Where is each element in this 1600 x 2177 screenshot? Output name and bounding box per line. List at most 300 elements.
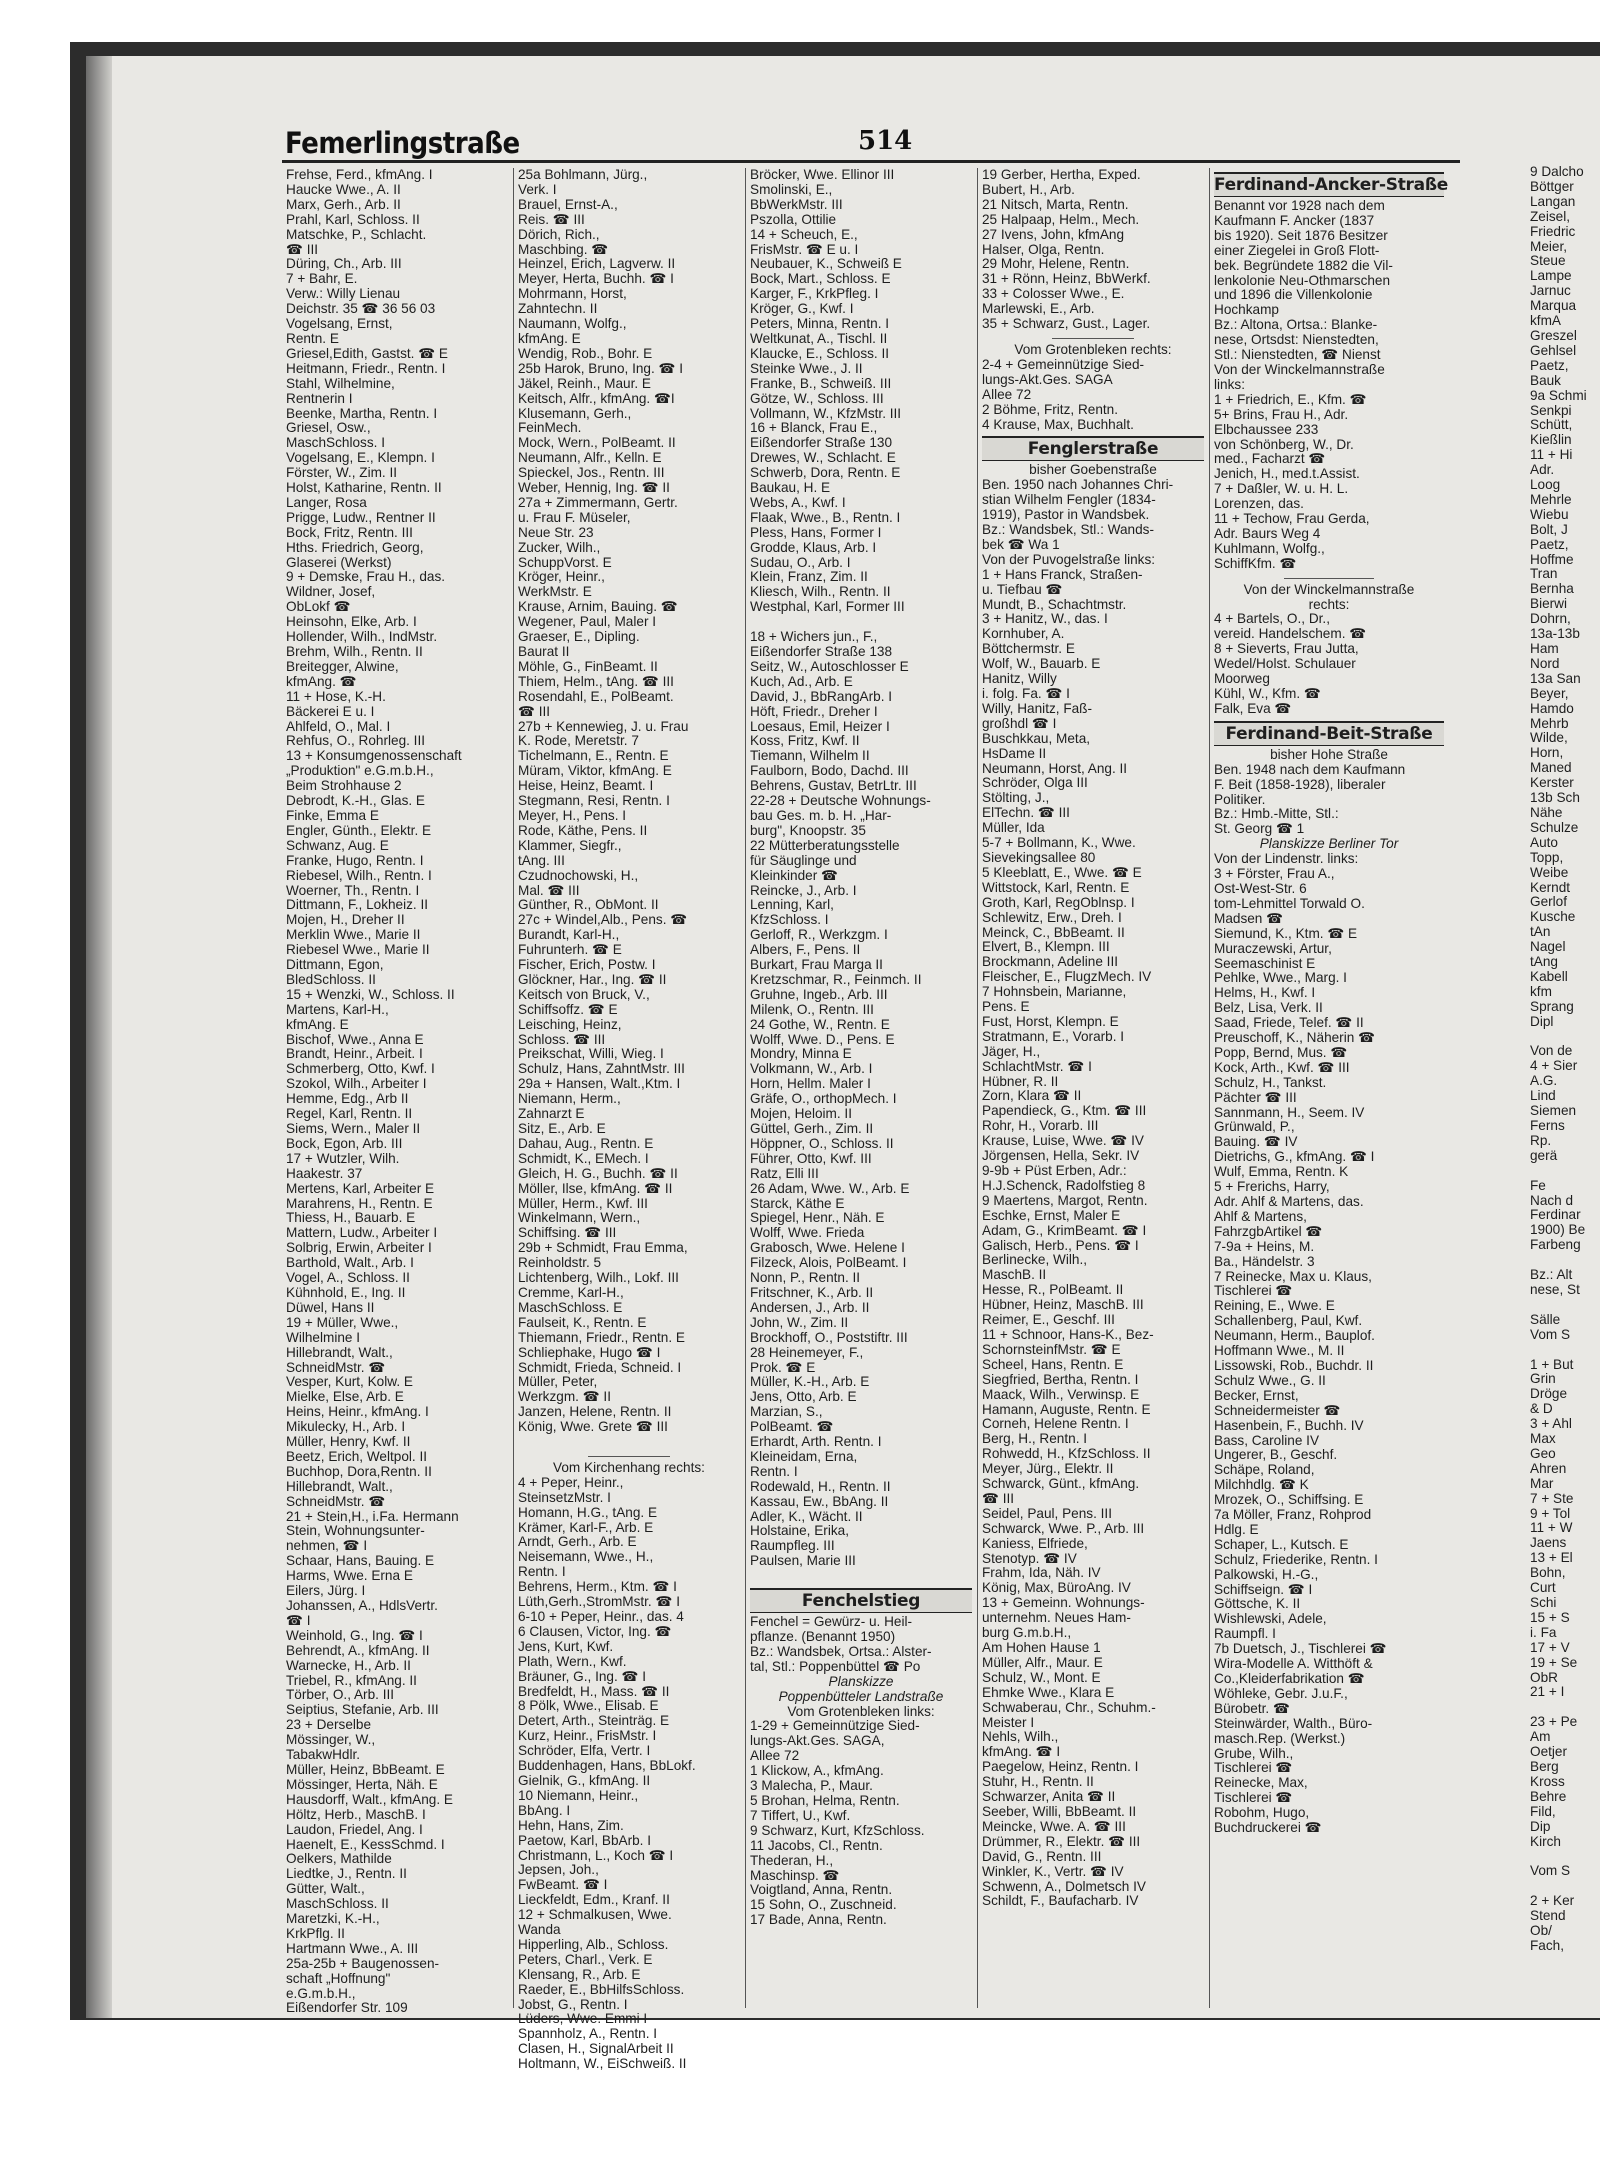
directory-entry: Groth, Karl, RegOblnsp. I: [982, 894, 1135, 910]
directory-entry: Schröder, Olga III: [982, 775, 1088, 791]
directory-entry: Klaucke, E., Schloss. II: [750, 345, 890, 361]
directory-entry: Nehls, Wilh.,: [982, 1729, 1059, 1745]
margin-fragment-line: Böttger: [1530, 178, 1574, 194]
margin-fragment-line: Dip: [1530, 1818, 1551, 1834]
margin-fragment-line: Curt: [1530, 1580, 1556, 1596]
margin-fragment-line: [1530, 1253, 1600, 1268]
directory-entry: Behrens, Herm., Ktm. ☎ I: [518, 1579, 677, 1595]
directory-entry: Becker, Ernst,: [1214, 1387, 1299, 1403]
directory-entry: König, Max, BüroAng. IV: [982, 1580, 1131, 1596]
directory-entry: Schiffsing. ☎ III: [518, 1225, 617, 1241]
directory-entry: Faulseit, K., Rentn. E: [518, 1314, 647, 1330]
directory-entry: Tischlerei ☎: [1214, 1760, 1293, 1776]
directory-entry: Willy, Hanitz, Faß-: [982, 700, 1093, 716]
directory-entry: Rehfus, O., Rohrleg. III: [286, 733, 426, 749]
directory-entry: Kretzschmar, R., Feinmch. II: [750, 971, 922, 987]
directory-entry: 7-9a + Heins, M.: [1214, 1238, 1315, 1254]
directory-entry: 7a Möller, Franz, Rohprod: [1214, 1507, 1372, 1523]
directory-entry: Wolf, W., Bauarb. E: [982, 656, 1101, 672]
directory-entry: 27b + Kennewieg, J. u. Frau: [518, 718, 689, 734]
directory-entry: Lieckfeldt, Edm., Kranf. II: [518, 1892, 670, 1908]
directory-entry: Mondry, Minna E: [750, 1046, 852, 1062]
directory-entry: Bz.: Wandsbek, Stl.: Wands-: [982, 522, 1154, 538]
directory-entry: 25a Bohlmann, Jürg.,: [518, 167, 648, 182]
directory-entry: Kaufmann F. Ancker (1837: [1214, 212, 1375, 228]
margin-fragment-line: Nord: [1530, 655, 1560, 671]
directory-entry: Seemaschinist E: [1214, 955, 1316, 971]
margin-fragment-line: 1900) Be: [1530, 1222, 1586, 1238]
directory-entry: Detert, Arth., Steinträg. E: [518, 1713, 670, 1729]
directory-entry: Bischof, Wwe., Anna E: [286, 1031, 424, 1047]
directory-entry: Wittstock, Karl, Rentn. E: [982, 879, 1130, 895]
section-rule: [1284, 572, 1374, 579]
directory-entry: Frahm, Ida, Näh. IV: [982, 1565, 1101, 1581]
directory-entry: Prigge, Ludw., Rentner II: [286, 509, 436, 525]
directory-entry: Höppner, O., Schloss. II: [750, 1135, 894, 1151]
margin-fragment-line: [1530, 1700, 1600, 1715]
directory-entry: 5 Brohan, Helma, Rentn.: [750, 1792, 900, 1808]
directory-entry: Müller, Peter,: [518, 1374, 598, 1390]
directory-entry: Schulz, W., Mont. E: [982, 1669, 1101, 1685]
directory-entry: bek ☎ Wa 1: [982, 536, 1060, 552]
directory-entry: BbWerkMstr. III: [750, 196, 843, 212]
directory-entry: Kock, Arth., Kwf. ☎ III: [1214, 1059, 1350, 1075]
margin-fragment-line: [1530, 1849, 1600, 1864]
directory-entry: Holtmann, W., EiSchweiß. II: [518, 2056, 687, 2072]
directory-entry: Vesper, Kurt, Kolw. E: [286, 1374, 413, 1390]
directory-entry: Hollender, Wilh., IndMstr.: [286, 629, 438, 645]
directory-entry: 27a + Zimmermann, Gertr.: [518, 494, 678, 510]
directory-entry: Klammer, Siegfr.,: [518, 837, 622, 853]
section-rule: [588, 1450, 670, 1457]
directory-entry: Neumann, Herm., Bauplof.: [1214, 1328, 1375, 1344]
margin-fragment-line: Mehrb: [1530, 715, 1569, 731]
directory-entry: Ehmke Wwe., Klara E: [982, 1684, 1115, 1700]
directory-entry: Helms, H., Kwf. I: [1214, 985, 1316, 1001]
directory-entry: Schiffsoffz. ☎ E: [518, 1001, 618, 1017]
directory-entry: Erhardt, Arth. Rentn. I: [750, 1434, 882, 1450]
directory-entry: Jobst, G., Rentn. I: [518, 1996, 628, 2012]
directory-entry: Baurat II: [518, 644, 570, 659]
directory-entry: Burkart, Frau Marga II: [750, 957, 883, 973]
directory-entry: Mojen, Heloim. II: [750, 1106, 852, 1122]
directory-entry: lenkolonie Neu-Othmarschen: [1214, 272, 1391, 288]
directory-entry: Peters, Charl., Verk. E: [518, 1951, 653, 1967]
directory-entry: tAng. III: [518, 852, 565, 868]
directory-entry: Allee 72: [982, 386, 1032, 402]
directory-entry: SchiffKfm. ☎: [1214, 555, 1297, 571]
directory-entry: Vogel, A., Schloss. II: [286, 1270, 410, 1286]
directory-entry: Grodde, Klaus, Arb. I: [750, 539, 877, 555]
margin-fragment-line: Bz.: Alt: [1530, 1267, 1573, 1283]
street-heading: Ferdinand-Ancker-Straße: [1214, 172, 1444, 197]
directory-entry: Schaper, L., Kutsch. E: [1214, 1536, 1349, 1552]
margin-fragment-line: ObR: [1530, 1669, 1558, 1685]
directory-entry: kfmAng. E: [518, 330, 581, 346]
directory-entry: Reincke, J., Arb. I: [750, 882, 857, 898]
directory-entry: 11 Jacobs, Cl., Rentn.: [750, 1837, 883, 1853]
directory-entry: Siegfried, Bertha, Rentn. I: [982, 1371, 1139, 1387]
directory-entry: Maretzki, K.-H.,: [286, 1911, 380, 1927]
directory-entry: Tischlerei ☎: [1214, 1790, 1293, 1806]
directory-entry: Heins, Heinr., kfmAng. I: [286, 1404, 429, 1420]
directory-entry: Politiker.: [1214, 791, 1266, 807]
directory-entry: Warnecke, H., Arb. II: [286, 1657, 411, 1673]
margin-fragment-line: [1530, 1030, 1600, 1045]
directory-entry: Sannmann, H., Seem. IV: [1214, 1104, 1365, 1120]
directory-entry: 9 Schwarz, Kurt, KfzSchloss.: [750, 1822, 925, 1838]
directory-entry: Bäckerei E u. I: [286, 703, 375, 719]
directory-entry: Weltkunat, A., Tischl. II: [750, 330, 888, 346]
margin-fragment-line: Schi: [1530, 1595, 1557, 1610]
directory-entry: Höft, Friedr., Dreher I: [750, 703, 878, 719]
directory-entry: Hdlg. E: [1214, 1521, 1259, 1537]
directory-entry: Plath, Wern., Kwf.: [518, 1653, 627, 1669]
directory-entry: Baukau, H. E: [750, 480, 831, 496]
directory-entry: Raumpfleg. III: [750, 1538, 835, 1554]
directory-entry: Ungerer, B., Geschf.: [1214, 1447, 1338, 1463]
directory-entry: Koss, Fritz, Kwf. II: [750, 733, 860, 749]
margin-fragment-line: Nach d: [1530, 1192, 1574, 1208]
directory-entry: Paegelow, Heinz, Rentn. I: [982, 1759, 1139, 1775]
margin-fragment-line: kfm: [1530, 983, 1552, 999]
margin-fragment-line: Auto: [1530, 834, 1558, 850]
directory-entry: Schmerberg, Otto, Kwf. I: [286, 1061, 435, 1077]
directory-entry: 27c + Windel,Alb., Pens. ☎: [518, 912, 688, 928]
directory-entry: [750, 1569, 972, 1584]
directory-entry: Kühl, W., Kfm. ☎: [1214, 686, 1321, 701]
directory-entry: 13 + Gemeinn. Wohnungs-: [982, 1595, 1145, 1611]
directory-entry: Berlinecke, Wilh.,: [982, 1252, 1088, 1268]
directory-entry: Dittmann, F., Lokheiz. II: [286, 897, 429, 913]
directory-entry: Zahntechn. II: [518, 301, 598, 317]
page-header: [0, 66, 1460, 160]
directory-entry: Adr. Ahlf & Martens, das.: [1214, 1194, 1364, 1209]
directory-entry: TabakwHdlr.: [286, 1747, 361, 1763]
margin-fragment-line: Bohn,: [1530, 1565, 1566, 1581]
directory-entry: Weinhold, G., Ing. ☎ I: [286, 1627, 423, 1643]
margin-fragment-line: Gerlof: [1530, 894, 1568, 910]
directory-entry: WerkMstr. E: [518, 584, 592, 600]
directory-entry: Pächter ☎ III: [1214, 1089, 1297, 1105]
directory-entry: Raumpfl. I: [1214, 1626, 1276, 1642]
directory-entry: 12 + Schmalkusen, Wwe.: [518, 1907, 672, 1923]
directory-entry: Volkmann, W., Arb. I: [750, 1061, 873, 1077]
directory-entry: Rentn. I: [750, 1463, 798, 1479]
directory-entry: Madsen ☎: [1214, 910, 1284, 926]
directory-entry: Seeber, Willi, BbBeamt. II: [982, 1803, 1137, 1819]
margin-fragment-line: Steue: [1530, 253, 1566, 269]
directory-entry: Am Hohen Hause 1: [982, 1640, 1101, 1655]
directory-entry: Lorenzen, das.: [1214, 496, 1304, 512]
directory-entry: Muraczewski, Artur,: [1214, 940, 1332, 956]
margin-fragment-line: Behre: [1530, 1788, 1567, 1804]
directory-entry: lungs-Akt.Ges. SAGA,: [750, 1733, 885, 1749]
directory-column-4: [982, 168, 1204, 2006]
margin-fragment-line: Ahren: [1530, 1460, 1567, 1476]
directory-entry: 5+ Brins, Frau H., Adr.: [1214, 406, 1349, 422]
margin-fragment-line: Schulze: [1530, 819, 1579, 835]
margin-fragment-line: 15 + S: [1530, 1609, 1570, 1625]
directory-entry: Werkzgm. ☎ II: [518, 1389, 611, 1405]
margin-fragment-line: 13a-13b: [1530, 626, 1580, 642]
directory-entry: Mal. ☎ III: [518, 882, 580, 898]
directory-entry: 22-28 + Deutsche Wohnungs-: [750, 793, 931, 809]
directory-entry: und 1896 die Villenkolonie: [1214, 287, 1373, 303]
margin-fragment-line: tAng: [1530, 954, 1558, 970]
directory-entry: Mock, Wern., PolBeamt. II: [518, 435, 676, 451]
directory-entry: Schwerb, Dora, Rentn. E: [750, 465, 901, 481]
directory-entry: Buschkkau, Meta,: [982, 730, 1091, 746]
directory-entry: Mössinger, Herta, Näh. E: [286, 1776, 438, 1792]
margin-fragment-line: A.G.: [1530, 1073, 1558, 1089]
directory-entry: Behrens, Gustav, BetrLtr. III: [750, 778, 917, 794]
directory-entry: Gerloff, R., Werkzgm. I: [750, 927, 888, 943]
directory-entry: Müram, Viktor, kfmAng. E: [518, 763, 672, 779]
directory-entry: Schmidt, Frieda, Schneid. I: [518, 1359, 682, 1375]
directory-entry: Moorweg: [1214, 671, 1270, 687]
directory-entry: Ost-West-Str. 6: [1214, 880, 1307, 896]
directory-entry: 9-9b + Püst Erben, Adr.:: [982, 1163, 1127, 1178]
directory-entry: Ahlf & Martens,: [1214, 1208, 1307, 1224]
directory-entry: 14 + Scheuch, E.,: [750, 226, 858, 242]
directory-entry: Lenning, Karl,: [750, 897, 834, 913]
directory-entry: Graeser, E., Dipling.: [518, 629, 640, 645]
directory-entry: Clasen, H., SignalArbeit II: [518, 2041, 674, 2057]
directory-entry: Klusemann, Gerh.,: [518, 405, 632, 421]
directory-entry: 19 + Müller, Wwe.,: [286, 1314, 399, 1330]
margin-fragment-line: Stend: [1530, 1908, 1566, 1924]
directory-entry: Hemme, Edg., Arb II: [286, 1091, 409, 1107]
margin-fragment-line: tAn: [1530, 924, 1551, 940]
directory-entry: Jörgensen, Hella, Sekr. IV: [982, 1148, 1140, 1164]
directory-entry: SchneidMstr. ☎: [286, 1493, 386, 1509]
directory-entry: Göttsche, K. II: [1214, 1596, 1301, 1612]
directory-entry: Griesel,Edith, Gastst. ☎ E: [286, 345, 448, 361]
directory-entry: Riebesel, Wilh., Rentn. I: [286, 867, 432, 883]
margin-fragment-line: Ob/: [1530, 1922, 1552, 1938]
directory-entry: Marahrens, H., Rentn. E: [286, 1195, 433, 1211]
directory-entry: Adler, K., Wächt. II: [750, 1508, 863, 1524]
directory-entry: Lissowski, Rob., Buchdr. II: [1214, 1357, 1374, 1373]
page-binding-shadow: [86, 56, 112, 2018]
header-rule: [282, 160, 1460, 163]
margin-fragment-line: 2 + Ker: [1530, 1893, 1575, 1909]
directory-entry: Karger, F., KrkPfleg. I: [750, 286, 879, 302]
margin-fragment-line: i. Fa: [1530, 1624, 1557, 1640]
directory-entry: Szokol, Wilh., Arbeiter I: [286, 1076, 427, 1092]
directory-entry: Hasenbein, F., Buchh. IV: [1214, 1417, 1364, 1433]
margin-fragment-line: Ferdinar: [1530, 1207, 1581, 1223]
directory-entry: Kliesch, Wilh., Rentn. II: [750, 584, 891, 600]
directory-entry: bis 1920). Seit 1876 Besitzer: [1214, 227, 1388, 243]
directory-entry: 5 + Frerichs, Harry,: [1214, 1179, 1330, 1195]
directory-entry: Niemann, Herm.,: [518, 1091, 621, 1107]
directory-entry: 28 Heinemeyer, F.,: [750, 1344, 864, 1360]
directory-entry: für Säuglinge und: [750, 852, 857, 868]
directory-entry: 27 Ivens, John, kfmAng: [982, 226, 1125, 242]
directory-entry: Tischlerei ☎: [1214, 1283, 1293, 1299]
directory-entry: Kaniess, Elfriede,: [982, 1535, 1088, 1551]
directory-entry: Hausdorff, Walt., kfmAng. E: [286, 1791, 453, 1807]
directory-entry: Müller, Ida: [982, 820, 1045, 836]
directory-entry: KrkPflg. II: [286, 1925, 345, 1941]
directory-entry: Von der Lindenstr. links:: [1214, 851, 1359, 867]
directory-entry: Lüth,Gerh.,StromMstr. ☎ I: [518, 1594, 680, 1610]
directory-entry: Spieckel, Jos., Rentn. III: [518, 465, 665, 481]
directory-entry: Preuschoff, K., Näherin ☎: [1214, 1030, 1376, 1046]
directory-entry: Merklin Wwe., Marie II: [286, 927, 421, 943]
directory-entry: Raeder, E., BbHilfsSchloss.: [518, 1981, 685, 1997]
directory-entry: Peters, Minna, Rentn. I: [750, 316, 890, 332]
directory-entry: Schildt, F., Baufacharb. IV: [982, 1893, 1139, 1909]
margin-fragment-line: Paetz,: [1530, 357, 1569, 373]
directory-entry: Nonn, P., Rentn. II: [750, 1270, 861, 1286]
directory-entry: Schulz Wwe., G. II: [1214, 1372, 1326, 1388]
margin-fragment-line: 9 Dalcho: [1530, 164, 1584, 179]
directory-entry: Bürobetr. ☎: [1214, 1700, 1290, 1716]
directory-entry: Prok. ☎ E: [750, 1359, 816, 1375]
directory-entry: 7 + Daßler, W. u. H. L.: [1214, 481, 1349, 497]
directory-entry: Ben. 1950 nach Johannes Chri-: [982, 477, 1174, 493]
directory-entry: Albers, F., Pens. II: [750, 942, 861, 958]
directory-entry: Christmann, L., Koch ☎ I: [518, 1847, 674, 1863]
directory-entry: Meyer, Herta, Buchh. ☎ I: [518, 271, 674, 287]
directory-entry: Zahnarzt E: [518, 1106, 585, 1122]
margin-fragment-line: Fild,: [1530, 1803, 1556, 1819]
directory-entry: Voigtland, Anna, Rentn.: [750, 1882, 893, 1898]
directory-entry: 26 Adam, Wwe. W., Arb. E: [750, 1180, 910, 1196]
directory-entry: Martens, Karl-H.,: [286, 1001, 389, 1017]
margin-fragment-line: Ham: [1530, 641, 1559, 656]
directory-entry: Robohm, Hugo,: [1214, 1805, 1310, 1821]
directory-entry: Törber, O., Arb. III: [286, 1687, 395, 1703]
directory-entry: Dietrichs, G., kfmAng. ☎ I: [1214, 1149, 1375, 1165]
directory-entry: Mohrmann, Horst,: [518, 286, 627, 302]
directory-entry: 21 + Stein,H., i.Fa. Hermann: [286, 1508, 459, 1524]
margin-fragment-line: Nähe: [1530, 804, 1563, 820]
directory-entry: 6 Clausen, Victor, Ing. ☎: [518, 1623, 672, 1639]
directory-entry: Keitsch, Alfr., kfmAng. ☎I: [518, 390, 675, 406]
directory-entry: Loesaus, Emil, Heizer I: [750, 718, 890, 734]
directory-entry: KfzSchloss. I: [750, 912, 829, 928]
directory-entry: 7 + Bahr, E.: [286, 271, 358, 287]
directory-entry: Neue Str. 23: [518, 524, 594, 540]
directory-entry: Marzian, S.,: [750, 1404, 823, 1420]
directory-entry: Bauing. ☎ IV: [1214, 1134, 1298, 1150]
directory-entry: Johanssen, A., HdlsVertr.: [286, 1598, 438, 1613]
directory-entry: Klein, Franz, Zim. II: [750, 569, 868, 585]
directory-entry: Wendig, Rob., Bohr. E: [518, 345, 653, 361]
directory-entry: Breitegger, Alwine,: [286, 658, 399, 674]
directory-entry: Seiptius, Stefanie, Arb. III: [286, 1702, 439, 1718]
directory-entry: Schwaberau, Chr., Schuhm.-: [982, 1699, 1156, 1715]
directory-entry: Filzeck, Alois, PolBeamt. I: [750, 1255, 907, 1271]
directory-entry: Burandt, Karl-H.,: [518, 927, 620, 943]
directory-entry: Jäkel, Reinh., Maur. E: [518, 375, 651, 391]
directory-entry: Wilhelmine I: [286, 1329, 361, 1345]
directory-entry: Oelkers, Mathilde: [286, 1851, 392, 1867]
directory-entry: Pless, Hans, Former I: [750, 524, 882, 540]
directory-entry: Reining, E., Wwe. E: [1214, 1298, 1335, 1314]
directory-entry: 23 + Derselbe: [286, 1717, 372, 1733]
directory-entry: Hths. Friedrich, Georg,: [286, 539, 424, 555]
directory-entry: Thederan, H.,: [750, 1852, 834, 1868]
margin-fragment-line: [1530, 1879, 1600, 1894]
margin-fragment-line: Wiebu: [1530, 506, 1569, 522]
directory-entry: Verw.: Willy Lienau: [286, 286, 401, 302]
directory-entry: burg G.m.b.H.,: [982, 1625, 1072, 1641]
directory-entry: Hochkamp: [1214, 302, 1279, 318]
directory-entry: Woerner, Th., Rentn. I: [286, 882, 420, 898]
directory-entry: Saad, Friede, Telef. ☎ II: [1214, 1015, 1364, 1031]
directory-entry: Bröcker, Wwe. Ellinor III: [750, 167, 895, 182]
directory-entry: 10 Niemann, Heinr.,: [518, 1787, 639, 1803]
directory-entry: Berg, H., Rentn. I: [982, 1431, 1088, 1447]
directory-entry: Reinecke, Max,: [1214, 1775, 1308, 1791]
directory-entry: 1 + Hans Franck, Straßen-: [982, 566, 1143, 582]
directory-entry: Meyer, Jürg., Elektr. II: [982, 1461, 1114, 1477]
directory-entry: David, G., Rentn. III: [982, 1848, 1102, 1864]
directory-entry: 3 Malecha, P., Maur.: [750, 1778, 873, 1794]
margin-fragment-line: 13b Sch: [1530, 790, 1580, 806]
directory-entry: Sitz, E., Arb. E: [518, 1121, 606, 1136]
directory-entry: Lüders, Wwe. Emmi I: [518, 2011, 648, 2027]
directory-entry: Böttchermstr. E: [982, 641, 1075, 657]
margin-fragment-line: Marqua: [1530, 298, 1577, 314]
margin-fragment-line: 13 + El: [1530, 1550, 1573, 1566]
margin-fragment-line: Bernha: [1530, 581, 1574, 597]
directory-entry: Naumann, Wolfg.,: [518, 316, 627, 332]
directory-entry: Ahlfeld, O., Mal. I: [286, 718, 391, 734]
directory-entry: Jens, Otto, Arb. E: [750, 1389, 857, 1405]
directory-entry: 31 + Rönn, Heinz, BbWerkf.: [982, 271, 1151, 287]
margin-fragment-line: Geo: [1530, 1445, 1556, 1461]
directory-entry: burg", Knoopstr. 35: [750, 822, 866, 838]
directory-entry: Seidel, Paul, Pens. III: [982, 1505, 1112, 1521]
directory-entry: Horn, Hellm. Maler I: [750, 1076, 871, 1092]
directory-entry: Haakestr. 37: [286, 1165, 363, 1181]
column-divider: [1209, 168, 1210, 2008]
directory-entry: MaschB. II: [982, 1267, 1047, 1283]
directory-entry: Glöckner, Har., Ing. ☎ II: [518, 971, 667, 987]
directory-entry: Laudon, Friedel, Ang. I: [286, 1821, 423, 1837]
directory-entry: SchlachtMstr. ☎ I: [982, 1058, 1092, 1074]
directory-entry: Scheel, Hans, Rentn. E: [982, 1356, 1124, 1372]
directory-entry: Maack, Wilh., Verwinsp. E: [982, 1386, 1140, 1402]
directory-entry: Heise, Heinz, Beamt. I: [518, 778, 654, 794]
directory-entry: Stenotyp. ☎ IV: [982, 1550, 1077, 1566]
margin-fragment-line: Dohrn,: [1530, 611, 1571, 627]
margin-fragment-line: Bierwi: [1530, 596, 1568, 612]
directory-entry: 9 Maertens, Margot, Rentn.: [982, 1192, 1148, 1208]
directory-entry: Engler, Günth., Elektr. E: [286, 822, 432, 838]
margin-fragment-line: Zeisel,: [1530, 208, 1571, 224]
margin-fragment-line: Rp.: [1530, 1132, 1552, 1148]
directory-entry: Franke, B., Schweiß. III: [750, 375, 892, 391]
directory-entry: Falk, Eva ☎: [1214, 700, 1292, 716]
margin-fragment-line: Mar: [1530, 1475, 1554, 1491]
directory-entry: 11 + Hose, K.-H.: [286, 688, 386, 704]
directory-entry: Ba., Händelstr. 3: [1214, 1253, 1315, 1269]
directory-entry: 7 Hohnsbein, Marianne,: [982, 984, 1127, 1000]
directory-entry: 29b + Schmidt, Frau Emma,: [518, 1240, 688, 1256]
directory-entry: Milchhdlg. ☎ K: [1214, 1477, 1309, 1493]
directory-entry: Zucker, Wilh.,: [518, 539, 601, 555]
column-divider: [745, 168, 746, 2008]
directory-entry: Heinzel, Erich, Lagverw. II: [518, 256, 676, 272]
directory-entry: Brehm, Wilh., Rentn. II: [286, 644, 423, 659]
